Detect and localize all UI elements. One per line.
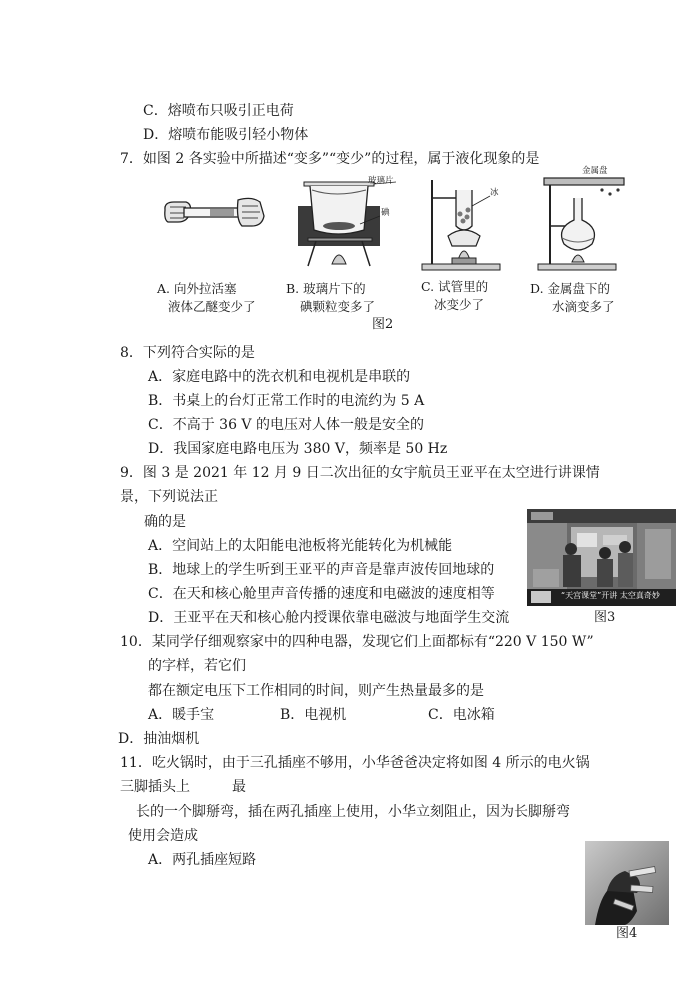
q9-stem-line2: 景，下列说法正 [120,489,218,505]
q11-stem-line2b: 最 [232,779,246,795]
figure-2-label: 图2 [372,317,394,332]
q10-option-c: C．电冰箱 [428,707,495,723]
q9-option-d: D．王亚平在天和核心舱内授课依靠电磁波与地面学生交流 [148,610,510,626]
q10-option-d: D．抽油烟机 [118,731,200,747]
q6-option-d: D．熔喷布能吸引轻小物体 [143,127,309,143]
q9-option-b: B．地球上的学生听到王亚平的声音是靠声波传回地球的 [148,562,495,578]
three-pin-plug-photo [585,841,669,925]
q8-option-c: C．不高于 36 V 的电压对人体一般是安全的 [148,417,424,433]
q11-stem-line1: 11．吃火锅时，由于三孔插座不够用，小华爸爸决定将如图 4 所示的电火锅 [120,755,590,771]
photo-caption-banner: “天宫课堂”开讲 太空真奇妙 [561,591,660,600]
q9-option-a: A．空间站上的太阳能电池板将光能转化为机械能 [148,538,453,554]
q8-stem: 8．下列符合实际的是 [120,345,255,361]
metal-plate-label: 金属盘 [582,166,608,176]
caption-c-line2: 冰变少了 [434,297,485,312]
caption-c-line1: C. 试管里的 [421,279,489,294]
q10-option-a: A．暖手宝 [148,707,215,723]
q11-stem-line4: 使用会造成 [128,828,198,844]
caption-d-line1: D. 金属盘下的 [530,281,611,296]
q6-option-c: C．熔喷布只吸引正电荷 [143,103,294,119]
q10-stem-line2: 的字样，若它们 [148,658,246,674]
caption-a-line2: 液体乙醚变少了 [168,299,256,314]
ice-label: 冰 [490,188,499,198]
q11-stem-line3: 长的一个脚掰弯，插在两孔插座上使用，小华立刻阻止，因为长脚掰弯 [136,804,570,820]
figure-3-label: 图3 [594,610,616,625]
glass-plate-label: 玻璃片 [368,176,394,186]
caption-b-line1: B. 玻璃片下的 [286,281,366,296]
q11-option-a: A．两孔插座短路 [148,852,257,868]
q9-stem-line3: 确的是 [144,514,186,530]
q10-stem-line3: 都在额定电压下工作相同的时间，则产生热量最多的是 [148,683,484,699]
syringe-figure [160,180,270,250]
q10-option-b: B．电视机 [280,707,347,723]
figure-4-label: 图4 [616,926,638,941]
caption-d-line2: 水滴变多了 [552,299,615,314]
q9-stem-line1: 9．图 3 是 2021 年 12 月 9 日二次出征的女宇航员王亚平在太空进行讲课情 [120,465,600,481]
q7-stem: 7．如图 2 各实验中所描述“变多”“变少”的过程，属于液化现象的是 [120,151,540,167]
ice-melting-figure [418,176,508,274]
iodine-sublimation-figure [296,176,406,268]
caption-a-line1: A. 向外拉活塞 [157,281,237,296]
caption-b-line2: 碘颗粒变多了 [300,299,376,314]
q11-stem-line2a: 三脚插头上 [120,779,190,795]
q10-stem-line1: 10．某同学仔细观察家中的四种电器，发现它们上面都标有“220 V 150 W” [120,634,594,650]
q8-option-d: D．我国家庭电路电压为 380 V，频率是 50 Hz [148,441,448,457]
q8-option-b: B．书桌上的台灯正常工作时的电流约为 5 A [148,393,425,409]
space-lecture-photo [527,509,676,606]
iodine-label: 碘 [381,208,390,218]
q9-option-c: C．在天和核心舱里声音传播的速度和电磁波的速度相等 [148,586,495,602]
metal-plate-figure [532,166,632,274]
q8-option-a: A．家庭电路中的洗衣机和电视机是串联的 [148,369,411,385]
